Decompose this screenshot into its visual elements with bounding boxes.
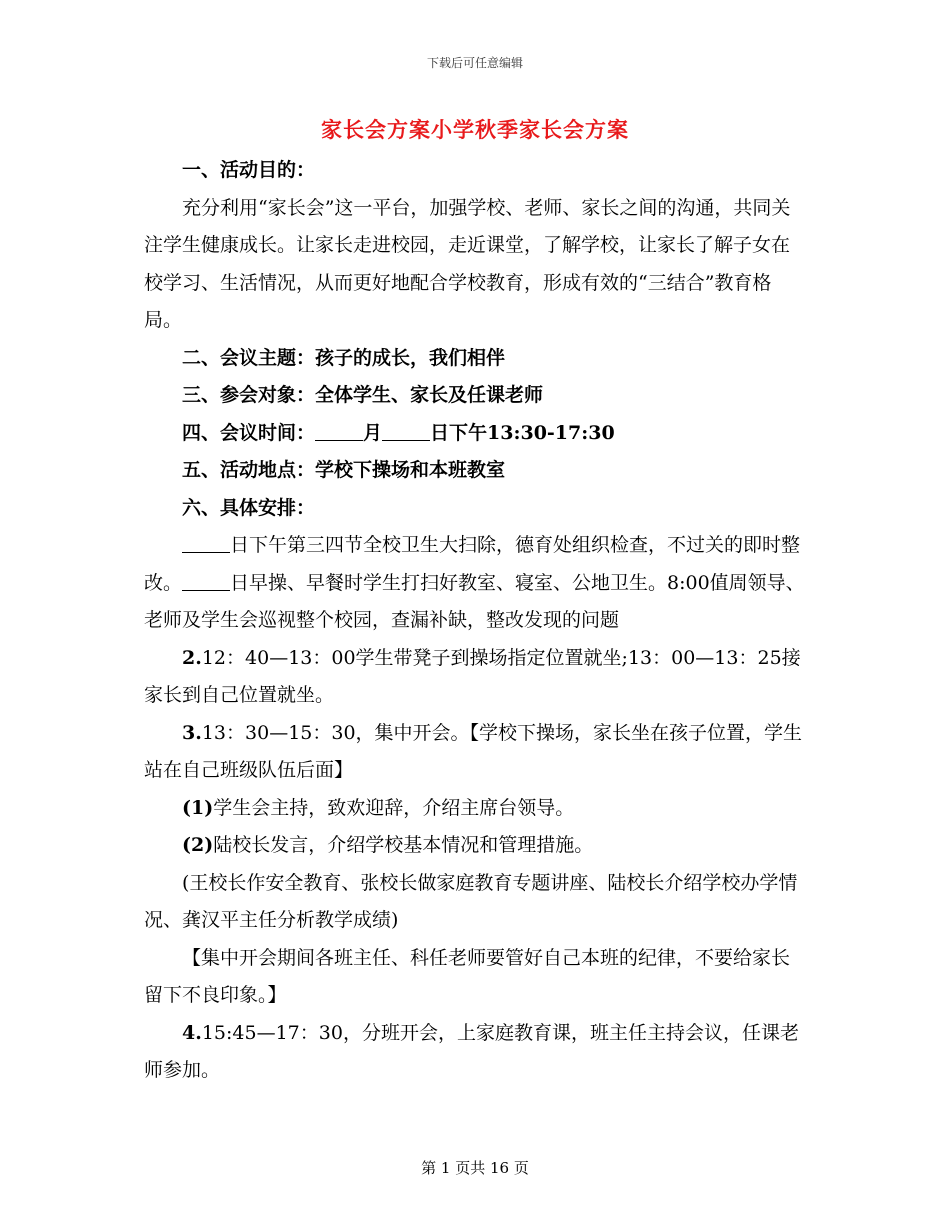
time-rest: 日下午13:30-17:30 — [430, 421, 615, 444]
schedule-item-4-number: 4. — [182, 1021, 202, 1044]
schedule-subitem-1-number: (1) — [182, 796, 214, 819]
document-body — [144, 152, 808, 1090]
time-label: 四、会议时间： — [182, 421, 316, 444]
schedule-subitem-2 — [144, 827, 808, 865]
schedule-item-2-text: 12：40—13：00学生带凳子到操场指定位置就坐;13：00—13：25接家长到自己位置就坐。 — [144, 646, 801, 706]
schedule-subitem-1-text: 学生会主持，致欢迎辞，介绍主席台领导。 — [213, 796, 575, 819]
document-title: 家长会方案小学秋季家长会方案 — [321, 117, 629, 142]
section-heading-attendees: 三、参会对象：全体学生、家长及任课老师 — [182, 384, 544, 406]
section-heading-schedule: 六、具体安排： — [182, 496, 316, 519]
schedule-item-4-text: 15:45—17：30，分班开会，上家庭教育课，班主任主持会议，任课老师参加。 — [144, 1021, 799, 1081]
section-heading-time — [144, 415, 808, 453]
date-blank-1 — [182, 533, 230, 553]
schedule-subitem-2-number: (2) — [182, 834, 214, 856]
schedule-item-2 — [144, 640, 808, 715]
section-heading-location: 五、活动地点：学校下操场和本班教室 — [182, 459, 506, 481]
purpose-paragraph: 充分利用“家长会”这一平台，加强学校、老师、家长之间的沟通，共同关注学生健康成长。让家长走进校园，走近课堂，了解学校，让家长了解子女在校学习、生活情况，从而更好地配合学校教育，形成有效的“三结合”教育格局。 — [144, 196, 791, 331]
schedule-item-4 — [144, 1015, 808, 1090]
section-heading-purpose: 一、活动目的： — [182, 159, 316, 181]
page-footer: 第 1 页共 16 页 — [421, 1159, 529, 1177]
day-blank — [382, 421, 430, 441]
schedule-item-2-number: 2. — [182, 646, 202, 669]
section-heading-theme: 二、会议主题：孩子的成长，我们相伴 — [182, 346, 506, 369]
schedule-item-1-text-a: 日下午第三四节全校卫生大扫除，德育处组织检查，不过关的即时整改。 — [144, 534, 801, 594]
schedule-item-1 — [144, 527, 808, 640]
schedule-item-3-number: 3. — [182, 721, 202, 744]
schedule-subitem-2-text: 陆校长发言，介绍学校基本情况和管理措施。 — [213, 834, 594, 856]
schedule-note-2: 【集中开会期间各班主任、科任老师要管好自己本班的纪律，不要给家长留下不良印象。】 — [144, 946, 791, 1006]
schedule-note-1: (王校长作安全教育、张校长做家庭教育专题讲座、陆校长介绍学校办学情况、龚汉平主任分析教学成绩) — [144, 871, 798, 931]
month-blank — [315, 421, 363, 441]
schedule-item-1-text-b: 日早操、早餐时学生打扫好教室、寝室、公地卫生。8:00值周领导、老师及学生会巡视整个校园，查漏补缺，整改发现的问题 — [144, 571, 805, 631]
date-blank-2 — [182, 571, 230, 591]
schedule-item-3-text: 13：30—15：30，集中开会。【学校下操场，家长坐在孩子位置，学生站在自己班级队伍后面】 — [144, 721, 803, 781]
page-header: 下载后可任意编辑 — [426, 56, 523, 70]
time-month: 月 — [363, 421, 383, 444]
schedule-item-3 — [144, 715, 808, 790]
schedule-subitem-1 — [144, 790, 808, 828]
